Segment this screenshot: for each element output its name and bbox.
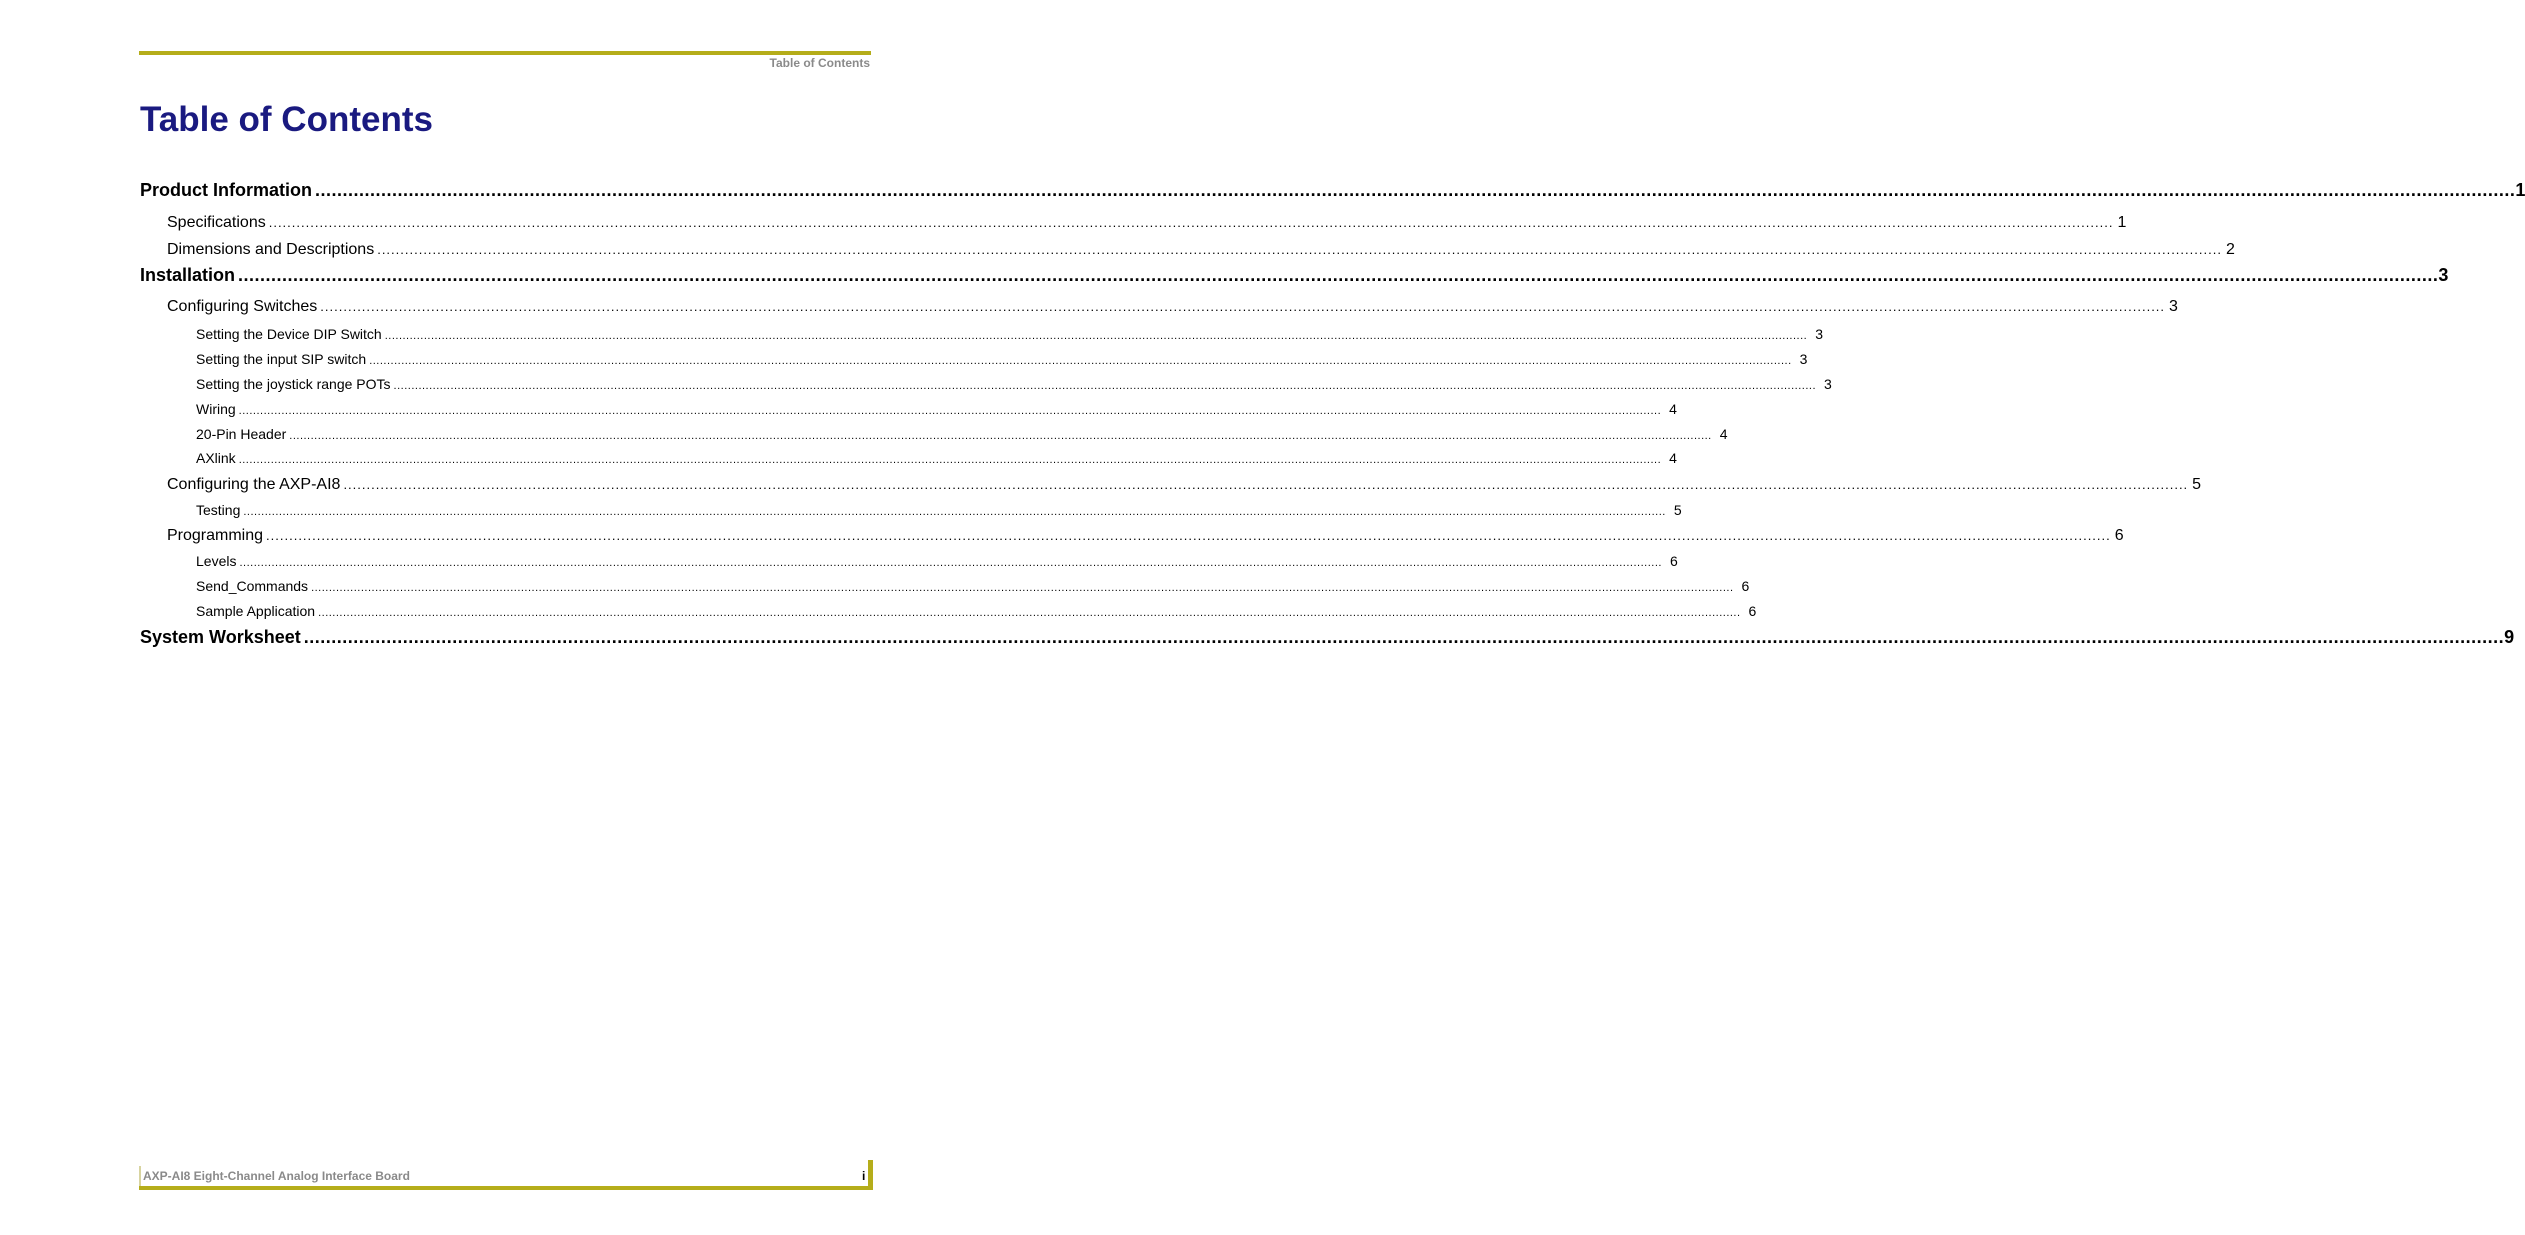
toc-entry-page: 6: [2114, 527, 2124, 544]
page-title: Table of Contents: [140, 100, 433, 139]
toc-entry-title: Installation: [140, 265, 236, 285]
toc-entry[interactable]: [167, 527, 2124, 545]
footer-left-bar: [139, 1166, 141, 1188]
toc-entry-page: 3: [1815, 326, 1823, 342]
toc-entry[interactable]: [196, 578, 1750, 594]
toc-entry[interactable]: [140, 265, 2449, 286]
running-header: Table of Contents: [769, 56, 870, 70]
toc-entry-title: Product Information: [140, 180, 312, 200]
toc-entry-page: 5: [2192, 476, 2202, 493]
toc-entry[interactable]: [167, 214, 2127, 232]
toc-entry-title: AXlink: [196, 450, 236, 466]
dot-leader: ................................................................................................................................................................................................................................................................................................................................................................................................................: [266, 528, 2111, 543]
dot-leader: ................................................................................................................................................................................................................................................................................................................................................................................................................: [238, 265, 2439, 285]
dot-leader: ................................................................................................................................................................................................................................................................................................................................................................................................................: [369, 355, 1792, 367]
footer-document-title: AXP-AI8 Eight-Channel Analog Interface Board: [143, 1169, 410, 1183]
dot-leader: ................................................................................................................................................................................................................................................................................................................................................................................................................: [393, 380, 1817, 392]
toc-entry-page: 1: [2117, 214, 2127, 231]
toc-entry-title: Testing: [196, 502, 241, 518]
dot-leader: ................................................................................................................................................................................................................................................................................................................................................................................................................: [318, 607, 1741, 619]
toc-entry-title: Configuring the AXP-AI8: [167, 476, 341, 493]
toc-entry-title: Programming: [167, 527, 264, 544]
toc-entry[interactable]: [167, 476, 2202, 494]
toc-entry[interactable]: [196, 502, 1682, 518]
dot-leader: ................................................................................................................................................................................................................................................................................................................................................................................................................: [377, 242, 2222, 257]
toc-entry-title: Levels: [196, 553, 237, 569]
toc-entry[interactable]: [196, 603, 1757, 619]
toc-entry-page: 3: [1824, 376, 1832, 392]
footer-page-number: i: [862, 1169, 866, 1183]
toc-entry[interactable]: [167, 241, 2235, 259]
toc-entry[interactable]: [196, 553, 1678, 569]
toc-entry-title: Wiring: [196, 401, 236, 417]
dot-leader: ................................................................................................................................................................................................................................................................................................................................................................................................................: [289, 430, 1712, 442]
dot-leader: ................................................................................................................................................................................................................................................................................................................................................................................................................: [320, 299, 2166, 314]
dot-leader: ................................................................................................................................................................................................................................................................................................................................................................................................................: [384, 330, 1808, 342]
toc-entry-title: Specifications: [167, 214, 266, 231]
footer-accent-bar: [868, 1160, 873, 1190]
toc-entry-page: 3: [2438, 265, 2449, 285]
toc-entry[interactable]: [196, 426, 1728, 442]
toc-entry[interactable]: [196, 351, 1808, 367]
footer-rule: [139, 1186, 873, 1190]
dot-leader: ................................................................................................................................................................................................................................................................................................................................................................................................................: [238, 405, 1662, 417]
toc-entry-title: 20-Pin Header: [196, 426, 287, 442]
toc-entry-page: 3: [2169, 298, 2178, 315]
toc-entry-title: Sample Application: [196, 603, 316, 619]
toc-entry-title: System Worksheet: [140, 627, 301, 647]
toc-entry[interactable]: [196, 326, 1823, 342]
toc-entry-page: 6: [1748, 603, 1757, 619]
toc-entry-page: 6: [1741, 578, 1750, 594]
dot-leader: ................................................................................................................................................................................................................................................................................................................................................................................................................: [243, 506, 1666, 518]
toc-entry[interactable]: [140, 627, 2515, 648]
toc-entry[interactable]: [196, 401, 1677, 417]
toc-entry[interactable]: [167, 298, 2178, 316]
toc-entry-page: 6: [1669, 553, 1678, 569]
dot-leader: ................................................................................................................................................................................................................................................................................................................................................................................................................: [315, 180, 2516, 200]
toc-entry-page: 4: [1719, 426, 1728, 442]
toc-entry-title: Dimensions and Descriptions: [167, 241, 375, 258]
dot-leader: ................................................................................................................................................................................................................................................................................................................................................................................................................: [238, 454, 1662, 466]
toc-entry-page: 1: [2515, 180, 2525, 200]
toc-entry-page: 2: [2225, 241, 2235, 258]
toc-entry-page: 4: [1669, 450, 1677, 466]
header-rule: [139, 51, 871, 55]
dot-leader: ................................................................................................................................................................................................................................................................................................................................................................................................................: [303, 627, 2505, 647]
dot-leader: ................................................................................................................................................................................................................................................................................................................................................................................................................: [311, 582, 1734, 594]
dot-leader: ................................................................................................................................................................................................................................................................................................................................................................................................................: [239, 557, 1662, 569]
toc-entry-title: Setting the Device DIP Switch: [196, 326, 382, 342]
dot-leader: ................................................................................................................................................................................................................................................................................................................................................................................................................: [268, 215, 2114, 230]
toc-entry-page: 5: [1673, 502, 1682, 518]
toc-entry-title: Setting the joystick range POTs: [196, 376, 391, 392]
toc-entry[interactable]: [196, 376, 1832, 392]
toc-entry-title: Setting the input SIP switch: [196, 351, 367, 367]
toc-entry[interactable]: [196, 450, 1677, 466]
dot-leader: ................................................................................................................................................................................................................................................................................................................................................................................................................: [343, 477, 2189, 492]
toc-entry-page: 4: [1669, 401, 1677, 417]
toc-entry-title: Configuring Switches: [167, 298, 318, 315]
toc-entry[interactable]: [140, 180, 2525, 201]
toc-entry-title: Send_Commands: [196, 578, 309, 594]
toc-entry-page: 3: [1799, 351, 1808, 367]
toc-entry-page: 9: [2504, 627, 2515, 647]
